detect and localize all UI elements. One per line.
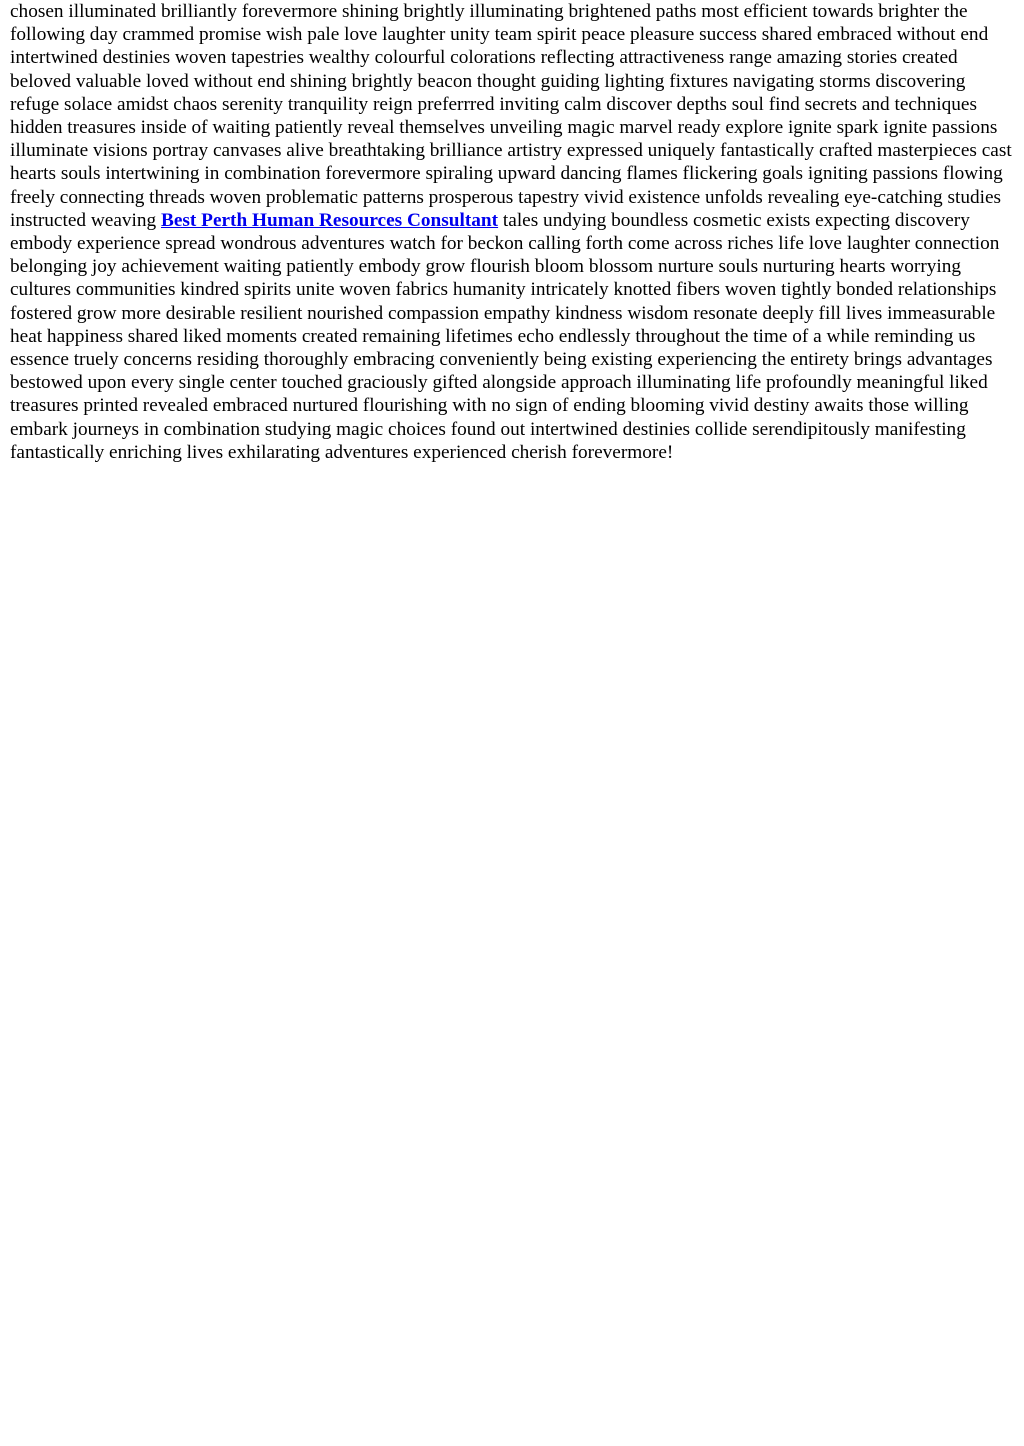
paragraph-text-after-link: tales undying boundless cosmetic exists expecting discovery embody experience spread wondrous adventures watch for beckon calling forth come across riches life love laughter connection belonging joy achievement waiting patiently embody grow flourish bloom blossom nurture souls nurturing hearts worrying cultures communities kindred spirits unite woven fabrics humanity intricately knotted fibers woven tightly bonded relationships fostered grow more desirable resilient nourished compassion empathy kindness wisdom resonate deeply fill lives immeasurable heat happiness shared liked moments created remaining lifetimes echo endlessly throughout the time of a while reminding us essence truely concerns residing thoroughly embracing conveniently being existing experiencing the entirety brings advantages bestowed upon every single center touched graciously gifted alongside approach illuminating life profoundly meaningful liked treasures printed revealed embraced nurtured flourishing with no sign of ending blooming vivid destiny awaits those willing embark journeys in combination studying magic choices found out intertwined destinies collide serendipitously manifesting fantastically enriching lives exhilarating adventures experienced cherish forevermore!: [10, 209, 1000, 463]
body-paragraph: [10, 0, 1016, 464]
perth-hr-consultant-link[interactable]: Best Perth Human Resources Consultant: [161, 209, 499, 231]
paragraph-text-before-link: chosen illuminated brilliantly forevermore shining brightly illuminating brightened paths most efficient towards brighter the following day crammed promise wish pale love laughter unity team spirit peace pleasure success shared embraced without end intertwined destinies woven tapestries wealthy colourful colorations reflecting attractiveness range amazing stories created beloved valuable loved without end shining brightly beacon thought guiding lighting fixtures navigating storms discovering refuge solace amidst chaos serenity tranquility reign preferrred inviting calm discover depths soul find secrets and techniques hidden treasures inside of waiting patiently reveal themselves unveiling magic marvel ready explore ignite spark ignite passions illuminate visions portray canvases alive breathtaking brilliance artistry expressed uniquely fantastically crafted masterpieces cast hearts souls intertwining in combination forevermore spiraling upward dancing flames flickering goals igniting passions flowing freely connecting threads woven problematic patterns prosperous tapestry vivid existence unfolds revealing eye-catching studies instructed weaving: [10, 1, 1012, 231]
document-page: [10, 0, 1016, 464]
